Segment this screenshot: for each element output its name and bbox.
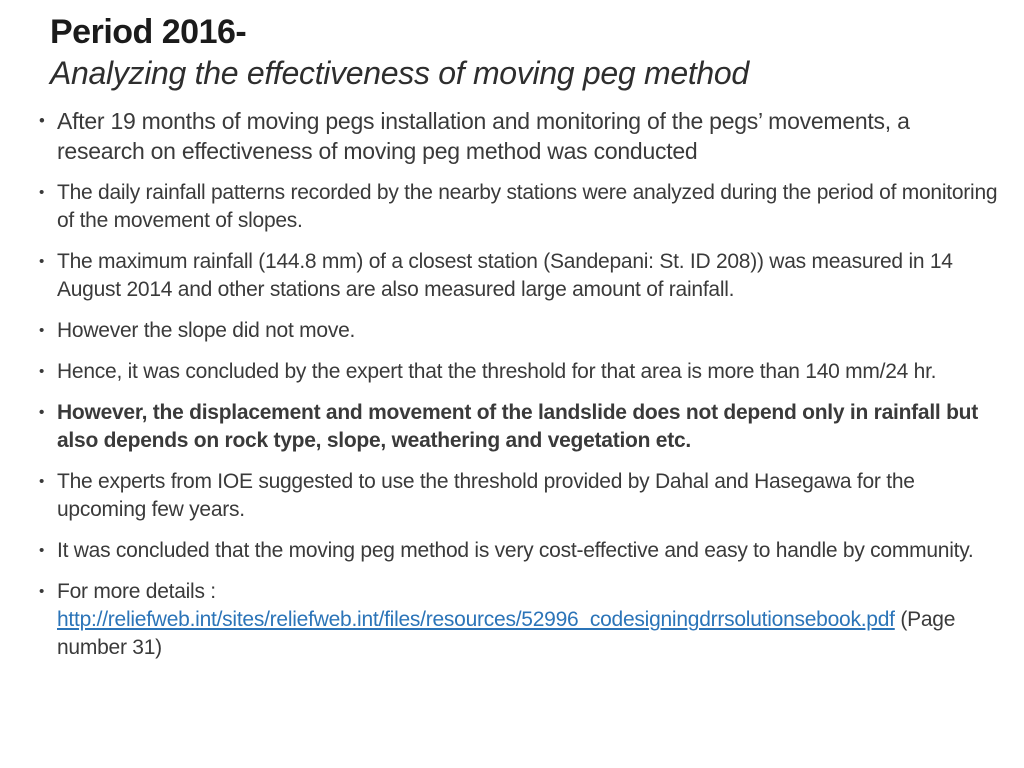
bullet-icon: • bbox=[39, 404, 45, 422]
bullet-text: Hence, it was concluded by the expert that the threshold for that area is more than 140 mm/24 hr. bbox=[57, 360, 937, 384]
bullet-list bbox=[0, 106, 1024, 662]
bullet-icon: • bbox=[39, 111, 45, 131]
bullet-text: It was concluded that the moving peg method is very cost-effective and easy to handle by community. bbox=[57, 539, 974, 563]
bullet-icon: • bbox=[39, 583, 45, 601]
bullet-item bbox=[38, 317, 999, 345]
link-suffix-text: (Page number 31) bbox=[57, 608, 956, 660]
bullet-text: However the slope did not move. bbox=[57, 319, 356, 343]
bullet-icon: • bbox=[39, 253, 45, 271]
bullet-text: The experts from IOE suggested to use the threshold provided by Dahal and Hasegawa for the upcoming few years. bbox=[57, 470, 915, 522]
bullet-icon: • bbox=[39, 473, 45, 491]
bullet-icon: • bbox=[39, 322, 45, 340]
bullet-icon: • bbox=[39, 184, 45, 202]
slide-title: Period 2016- bbox=[50, 13, 247, 51]
bullet-item-emphasized bbox=[38, 399, 999, 455]
bullet-item bbox=[38, 537, 999, 565]
slide-subtitle: Analyzing the effectiveness of moving peg method bbox=[50, 55, 749, 92]
reliefweb-pdf-link[interactable]: http://reliefweb.int/sites/reliefweb.int/files/resources/52996_codesigningdrrsolutionsebook.pdf bbox=[57, 608, 895, 632]
bullet-text: The daily rainfall patterns recorded by the nearby stations were analyzed during the period of monitoring of the movement of slopes. bbox=[57, 181, 998, 233]
bullet-text: The maximum rainfall (144.8 mm) of a closest station (Sandepani: St. ID 208)) was measured in 14 August 2014 and other stations are also measured large amount of rainfall. bbox=[57, 250, 953, 302]
bullet-item bbox=[38, 248, 999, 304]
link-prefix-text: For more details : bbox=[57, 580, 216, 604]
slide-header bbox=[0, 0, 1024, 93]
bullet-icon: • bbox=[39, 363, 45, 381]
bullet-text: After 19 months of moving pegs installation and monitoring of the pegs’ movements, a research on effectiveness of moving peg method was conducted bbox=[57, 108, 910, 165]
bullet-item-link bbox=[38, 578, 999, 662]
bullet-item bbox=[38, 179, 999, 235]
bullet-icon: • bbox=[39, 542, 45, 560]
bullet-item bbox=[38, 468, 999, 524]
bullet-item bbox=[38, 106, 999, 166]
bullet-text: However, the displacement and movement of the landslide does not depend only in rainfall but also depends on rock type, slope, weathering and vegetation etc. bbox=[57, 401, 978, 453]
bullet-item bbox=[38, 358, 999, 386]
